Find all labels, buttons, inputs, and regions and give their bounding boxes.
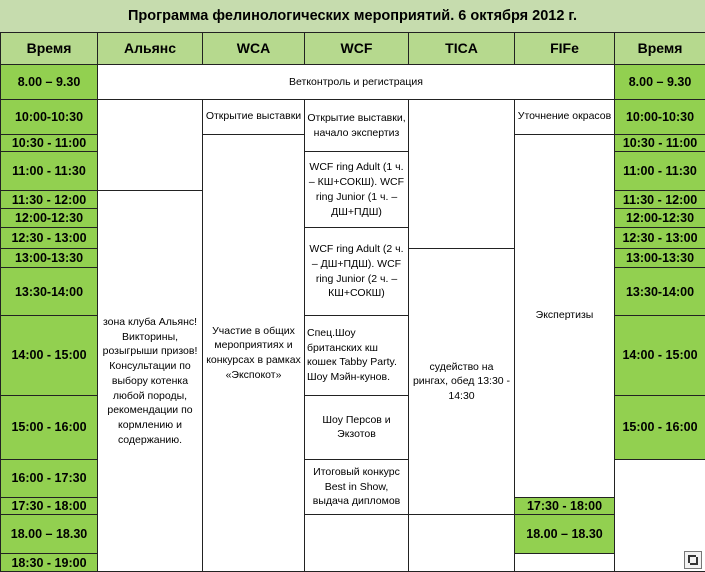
time-cell: 13:00-13:30 xyxy=(615,248,705,268)
time-cell: 12:30 - 13:00 xyxy=(615,228,705,249)
header-fife: FIFe xyxy=(515,33,615,65)
time-cell: 13:30-14:00 xyxy=(1,268,98,315)
header-tica: TICA xyxy=(409,33,515,65)
time-cell: 10:30 - 11:00 xyxy=(615,134,705,151)
time-cell: 11:00 - 11:30 xyxy=(615,152,705,191)
event-fife-expertise: Экспертизы xyxy=(515,134,615,497)
time-cell: 10:30 - 11:00 xyxy=(1,134,98,151)
event-wcf-persian-show: Шоу Персов и Экзотов xyxy=(305,396,409,460)
table-row xyxy=(1,64,705,99)
expand-icon[interactable] xyxy=(684,551,702,569)
empty-cell xyxy=(409,99,515,248)
time-cell: 15:00 - 16:00 xyxy=(615,396,705,460)
time-cell: 18.00 – 18.30 xyxy=(515,515,615,554)
empty-cell xyxy=(305,515,409,572)
empty-cell xyxy=(98,99,203,191)
time-cell: 16:00 - 17:30 xyxy=(1,459,98,497)
time-cell: 10:00-10:30 xyxy=(615,99,705,134)
event-wcf-special-show: Спец.Шоу британских кш кошек Tabby Party. Шоу Мэйн-кунов. xyxy=(305,315,409,395)
time-cell: 13:30-14:00 xyxy=(615,268,705,315)
time-cell: 11:30 - 12:00 xyxy=(615,191,705,208)
time-cell: 11:30 - 12:00 xyxy=(1,191,98,208)
header-wcf: WCF xyxy=(305,33,409,65)
time-cell: 17:30 - 18:00 xyxy=(1,497,98,514)
event-fife-colors: Уточнение окрасов xyxy=(515,99,615,134)
event-wcf-opening: Открытие выставки, начало экспертиз xyxy=(305,99,409,151)
header-wca: WCA xyxy=(203,33,305,65)
schedule-table xyxy=(0,32,705,572)
header-row xyxy=(1,33,705,65)
event-tica-judging: судейство на рингах, обед 13:30 - 14:30 xyxy=(409,248,515,514)
event-wca-participation: Участие в общих мероприятиях и конкурсах в рамках «Экспокот» xyxy=(203,134,305,571)
time-cell: 12:00-12:30 xyxy=(615,208,705,228)
event-wcf-ring-1: WCF ring Adult (1 ч. – КШ+СОКШ). WCF ring Junior (1 ч. – ДШ+ПДШ) xyxy=(305,152,409,228)
header-alliance: Альянс xyxy=(98,33,203,65)
event-wcf-final: Итоговый конкурс Best in Show, выдача дипломов xyxy=(305,459,409,515)
time-cell: 18:30 - 19:00 xyxy=(1,554,98,572)
time-cell: 14:00 - 15:00 xyxy=(615,315,705,395)
time-cell: 15:00 - 16:00 xyxy=(1,396,98,460)
event-wca-opening: Открытие выставки xyxy=(203,99,305,134)
header-time-right: Время xyxy=(615,33,705,65)
time-cell: 8.00 – 9.30 xyxy=(1,64,98,99)
time-cell: 18.00 – 18.30 xyxy=(1,515,98,554)
time-cell: 12:30 - 13:00 xyxy=(1,228,98,249)
page-title: Программа фелинологических мероприятий. 6 октября 2012 г. xyxy=(0,0,705,33)
time-cell: 10:00-10:30 xyxy=(1,99,98,134)
time-cell: 12:00-12:30 xyxy=(1,208,98,228)
time-cell: 8.00 – 9.30 xyxy=(615,64,705,99)
event-vet-control: Ветконтроль и регистрация xyxy=(98,64,615,99)
time-cell: 13:00-13:30 xyxy=(1,248,98,268)
header-time-left: Время xyxy=(1,33,98,65)
table-row xyxy=(1,99,705,134)
event-alliance-zone: зона клуба Альянс! Викторины, розыгрыши призов! Консультации по выбору котенка любой породы, рекомендации по кормлению и содержанию. xyxy=(98,191,203,572)
time-cell: 17:30 - 18:00 xyxy=(515,497,615,514)
empty-cell xyxy=(409,515,515,572)
event-wcf-ring-2: WCF ring Adult (2 ч. – ДШ+ПДШ). WCF ring Junior (2 ч. – КШ+СОКШ) xyxy=(305,228,409,315)
empty-cell xyxy=(515,554,615,572)
time-cell: 11:00 - 11:30 xyxy=(1,152,98,191)
time-cell: 14:00 - 15:00 xyxy=(1,315,98,395)
